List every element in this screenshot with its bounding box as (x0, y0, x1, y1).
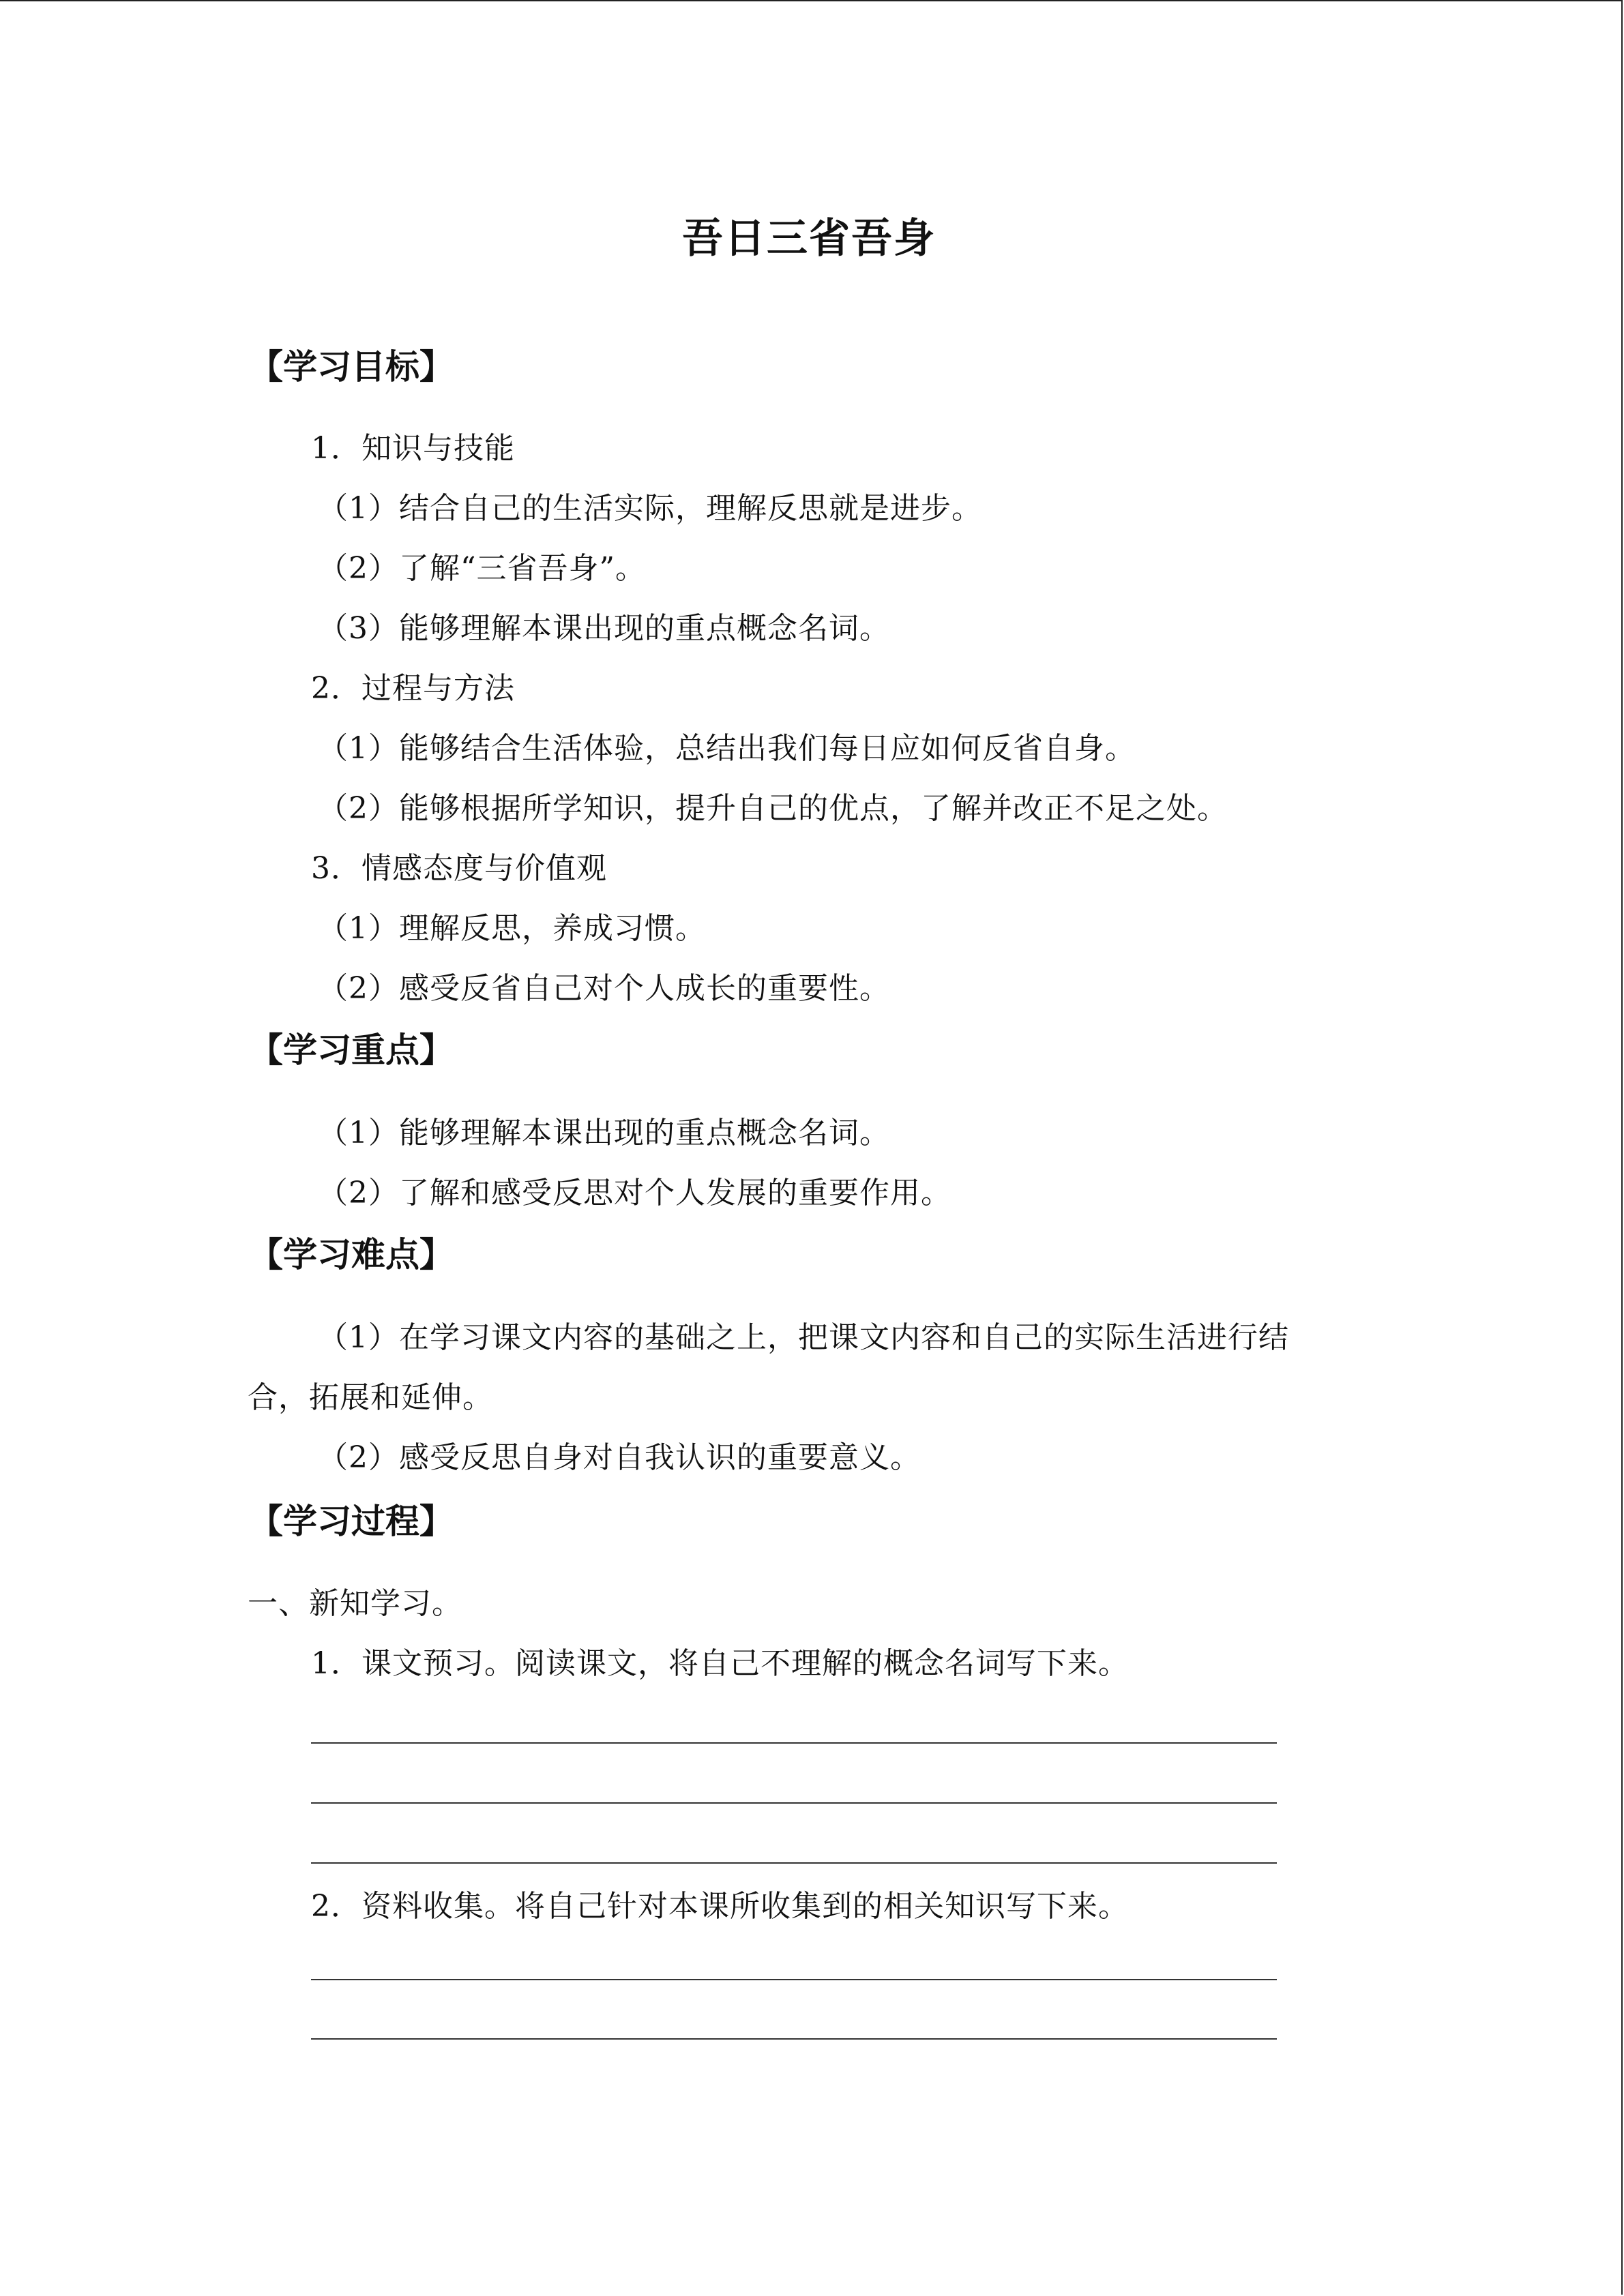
difficulty-item: （2）感受反思自身对自我认识的重要意义。 (318, 1440, 921, 1475)
answer-line[interactable] (311, 2038, 1277, 2040)
objective-group-knowledge: 1．知识与技能 (311, 431, 515, 466)
task-prompt: 2．资料收集。将自己针对本课所收集到的相关知识写下来。 (311, 1889, 1129, 1924)
page-title: 吾日三省吾身 (682, 215, 936, 263)
objective-item: （1）结合自己的生活实际，理解反思就是进步。 (318, 491, 982, 526)
objective-item: （2）感受反省自己对个人成长的重要性。 (318, 971, 890, 1006)
key-point-item: （2）了解和感受反思对个人发展的重要作用。 (318, 1176, 951, 1210)
difficulty-item-line: （1）在学习课文内容的基础之上，把课文内容和自己的实际生活进行结 (318, 1320, 1289, 1355)
objective-item: （2）了解“三省吾身”。 (318, 551, 646, 586)
key-point-item: （1）能够理解本课出现的重点概念名词。 (318, 1116, 890, 1150)
section-heading-process: 【学习过程】 (249, 1501, 454, 1541)
objective-group-process: 2．过程与方法 (311, 671, 515, 706)
section-heading-objectives: 【学习目标】 (249, 346, 454, 387)
objective-item: （1）理解反思，养成习惯。 (318, 911, 706, 946)
answer-line[interactable] (311, 1742, 1277, 1744)
answer-line[interactable] (311, 1979, 1277, 1980)
difficulty-item-line: 合，拓展和延伸。 (248, 1380, 493, 1415)
objective-item: （2）能够根据所学知识，提升自己的优点，了解并改正不足之处。 (318, 791, 1228, 826)
section-heading-key-points: 【学习重点】 (249, 1030, 454, 1070)
objective-item: （3）能够理解本课出现的重点概念名词。 (318, 611, 890, 646)
process-part-title: 一、新知学习。 (248, 1586, 462, 1621)
objective-group-attitude: 3．情感态度与价值观 (311, 851, 607, 886)
answer-line[interactable] (311, 1862, 1277, 1864)
task-prompt: 1．课文预习。阅读课文，将自己不理解的概念名词写下来。 (311, 1646, 1129, 1681)
answer-line[interactable] (311, 1802, 1277, 1804)
objective-item: （1）能够结合生活体验，总结出我们每日应如何反省自身。 (318, 731, 1136, 766)
section-heading-difficulties: 【学习难点】 (249, 1234, 454, 1274)
